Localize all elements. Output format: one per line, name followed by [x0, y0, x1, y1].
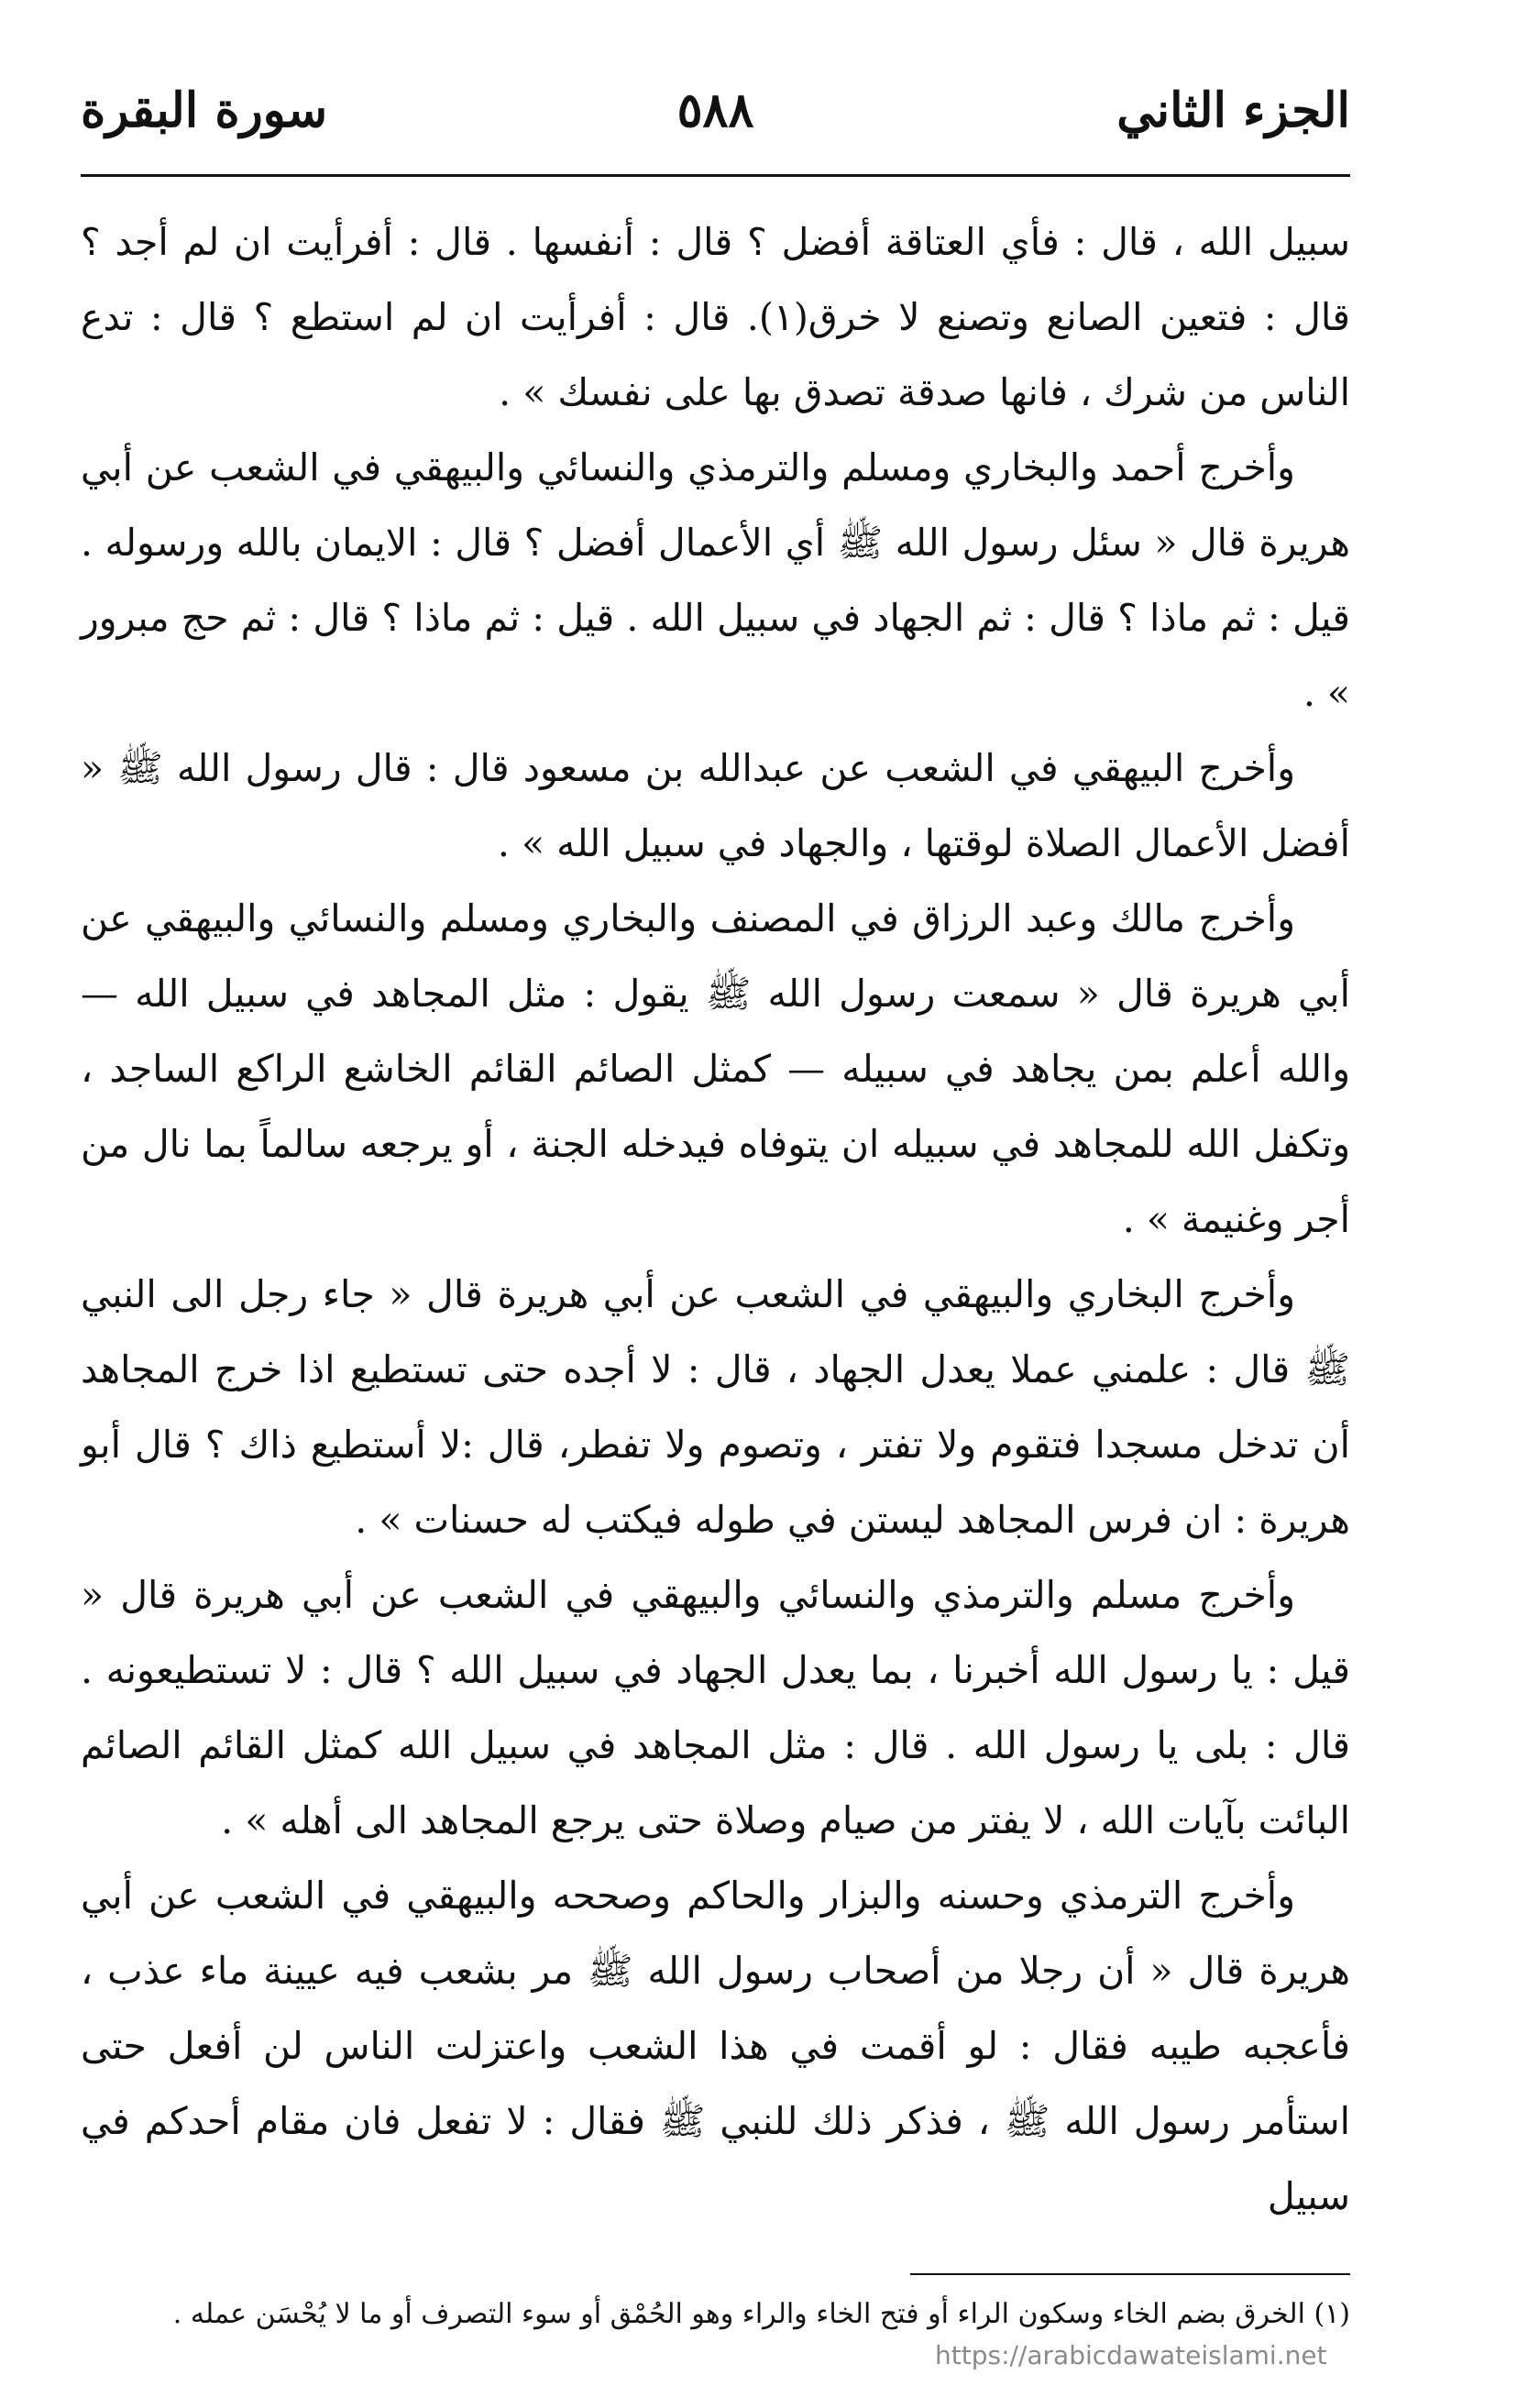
page-header: [81, 64, 1350, 174]
header-divider: [81, 174, 1350, 177]
paragraph: وأخرج مالك وعبد الرزاق في المصنف والبخاري ومسلم والنسائي والبيهقي عن أبي هريرة قال « سمعت رسول الله ﷺ يقول : مثل المجاهد في سبيل الله — والله أعلم بمن يجاهد في سبيله — كمثل الصائم القائم الخاشع الراكع الساجد ، وتكفل الله للمجاهد في سبيله ان يتوفاه فيدخله الجنة ، أو يرجعه سالماً بما نال من أجر وغنيمة » .: [81, 896, 1350, 1241]
watermark-url: https://arabicdawateislami.net: [935, 2340, 1327, 2370]
surah-title: سورة البقرة: [81, 82, 328, 138]
paragraph: وأخرج الترمذي وحسنه والبزار والحاكم وصححه والبيهقي في الشعب عن أبي هريرة قال « أن رجلا من أصحاب رسول الله ﷺ مر بشعب فيه عيينة ماء عذب ، فأعجبه طيبه فقال : لو أقمت في هذا الشعب واعتزلت الناس لن أفعل حتى استأمر رسول الله ﷺ ، فذكر ذلك للنبي ﷺ فقال : لا تفعل فان مقام أحدكم في سبيل: [81, 1874, 1350, 2218]
main-text: [81, 204, 1350, 2234]
page-number: ٥٨٨: [676, 82, 754, 138]
part-title: الجزء الثاني: [1116, 82, 1350, 138]
book-page: [81, 64, 1350, 2374]
paragraph: وأخرج أحمد والبخاري ومسلم والترمذي والنسائي والبيهقي في الشعب عن أبي هريرة قال « سئل رسول الله ﷺ أي الأعمال أفضل ؟ قال : الايمان بالله ورسوله . قيل : ثم ماذا ؟ قال : ثم الجهاد في سبيل الله . قيل : ثم ماذا ؟ قال : ثم حج مبرور » .: [81, 445, 1350, 715]
footnote-divider: [910, 2273, 1350, 2275]
paragraph: وأخرج مسلم والترمذي والنسائي والبيهقي في الشعب عن أبي هريرة قال « قيل : يا رسول الله أخبرنا ، بما يعدل الجهاد في سبيل الله ؟ قال : لا تستطيعونه . قال : بلى يا رسول الله . قال : مثل المجاهد في سبيل الله كمثل القائم الصائم البائت بآيات الله ، لا يفتر من صيام وصلاة حتى يرجع المجاهد الى أهله » .: [81, 1573, 1350, 1842]
paragraph: وأخرج البيهقي في الشعب عن عبدالله بن مسعود قال : قال رسول الله ﷺ « أفضل الأعمال الصلاة لوقتها ، والجهاد في سبيل الله » .: [81, 746, 1350, 865]
paragraph: سبيل الله ، قال : فأي العتاقة أفضل ؟ قال : أنفسها . قال : أفرأيت ان لم أجد ؟ قال : فتعين الصانع وتصنع لا خرق(١). قال : أفرأيت ان لم استطع ؟ قال : تدع الناس من شرك ، فانها صدقة تصدق بها على نفسك » .: [81, 220, 1350, 414]
paragraph: وأخرج البخاري والبيهقي في الشعب عن أبي هريرة قال « جاء رجل الى النبي ﷺ قال : علمني عملا يعدل الجهاد ، قال : لا أجده حتى تستطيع اذا خرج المجاهد أن تدخل مسجدا فتقوم ولا تفتر ، وتصوم ولا تفطر، قال :لا أستطيع ذاك ؟ قال أبو هريرة : ان فرس المجاهد ليستن في طوله فيكتب له حسنات » .: [81, 1272, 1350, 1542]
footnote: (١) الخرق بضم الخاء وسكون الراء أو فتح الخاء والراء وهو الحُمْق أو سوء التصرف أو ما لا يُحْسَن عمله .: [172, 2298, 1350, 2330]
